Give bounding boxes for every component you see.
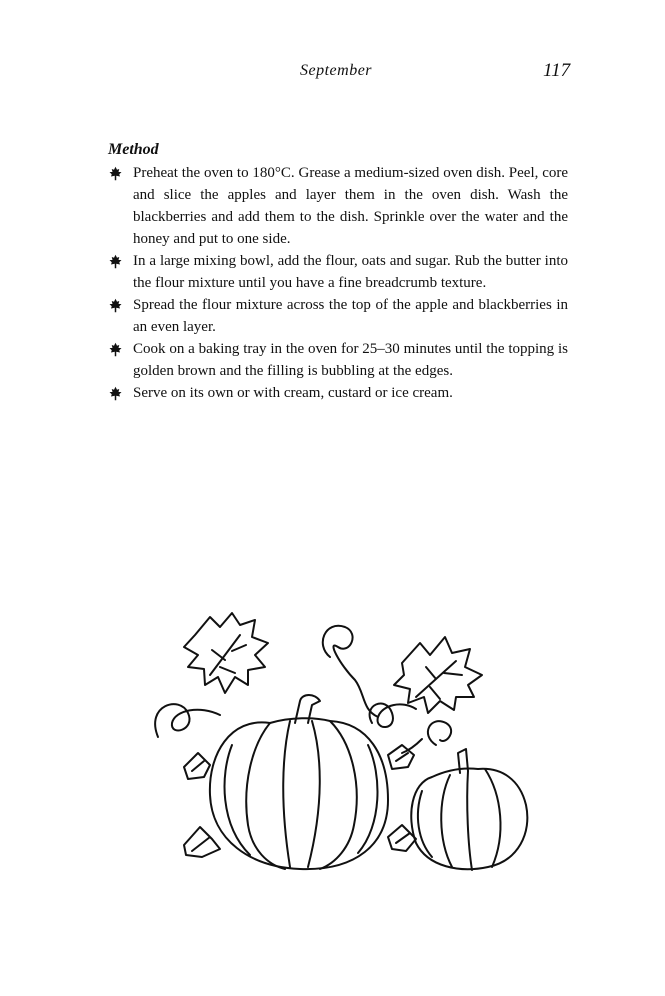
pumpkins-illustration [140,605,540,880]
section-title: September [300,62,373,79]
list-item [108,338,568,382]
method-heading: Method [108,141,159,158]
step-text: Cook on a baking tray in the oven for 25–30 minutes until the topping is golden brown and the filling is bubbling at the edges. [133,341,568,379]
step-text: Serve on its own or with cream, custard or ice cream. [133,385,453,401]
maple-leaf-icon [108,298,123,313]
method-steps [108,162,568,404]
list-item [108,162,568,250]
maple-leaf-icon [108,166,123,181]
list-item [108,250,568,294]
running-head [0,62,665,86]
maple-leaf-icon [108,386,123,401]
list-item [108,382,568,404]
maple-leaf-icon [108,342,123,357]
step-text: In a large mixing bowl, add the flour, oats and sugar. Rub the butter into the flour mixture until you have a fine breadcrumb texture. [133,253,568,291]
method-section [108,141,568,404]
maple-leaf-icon [108,254,123,269]
step-text: Spread the flour mixture across the top of the apple and blackberries in an even layer. [133,297,568,335]
step-text: Preheat the oven to 180°C. Grease a medium-sized oven dish. Peel, core and slice the apples and layer them in the oven dish. Wash the blackberries and add them to the dish. Sprinkle over the water and the honey and put to one side. [133,165,568,247]
page-number: 117 [543,60,571,81]
list-item [108,294,568,338]
